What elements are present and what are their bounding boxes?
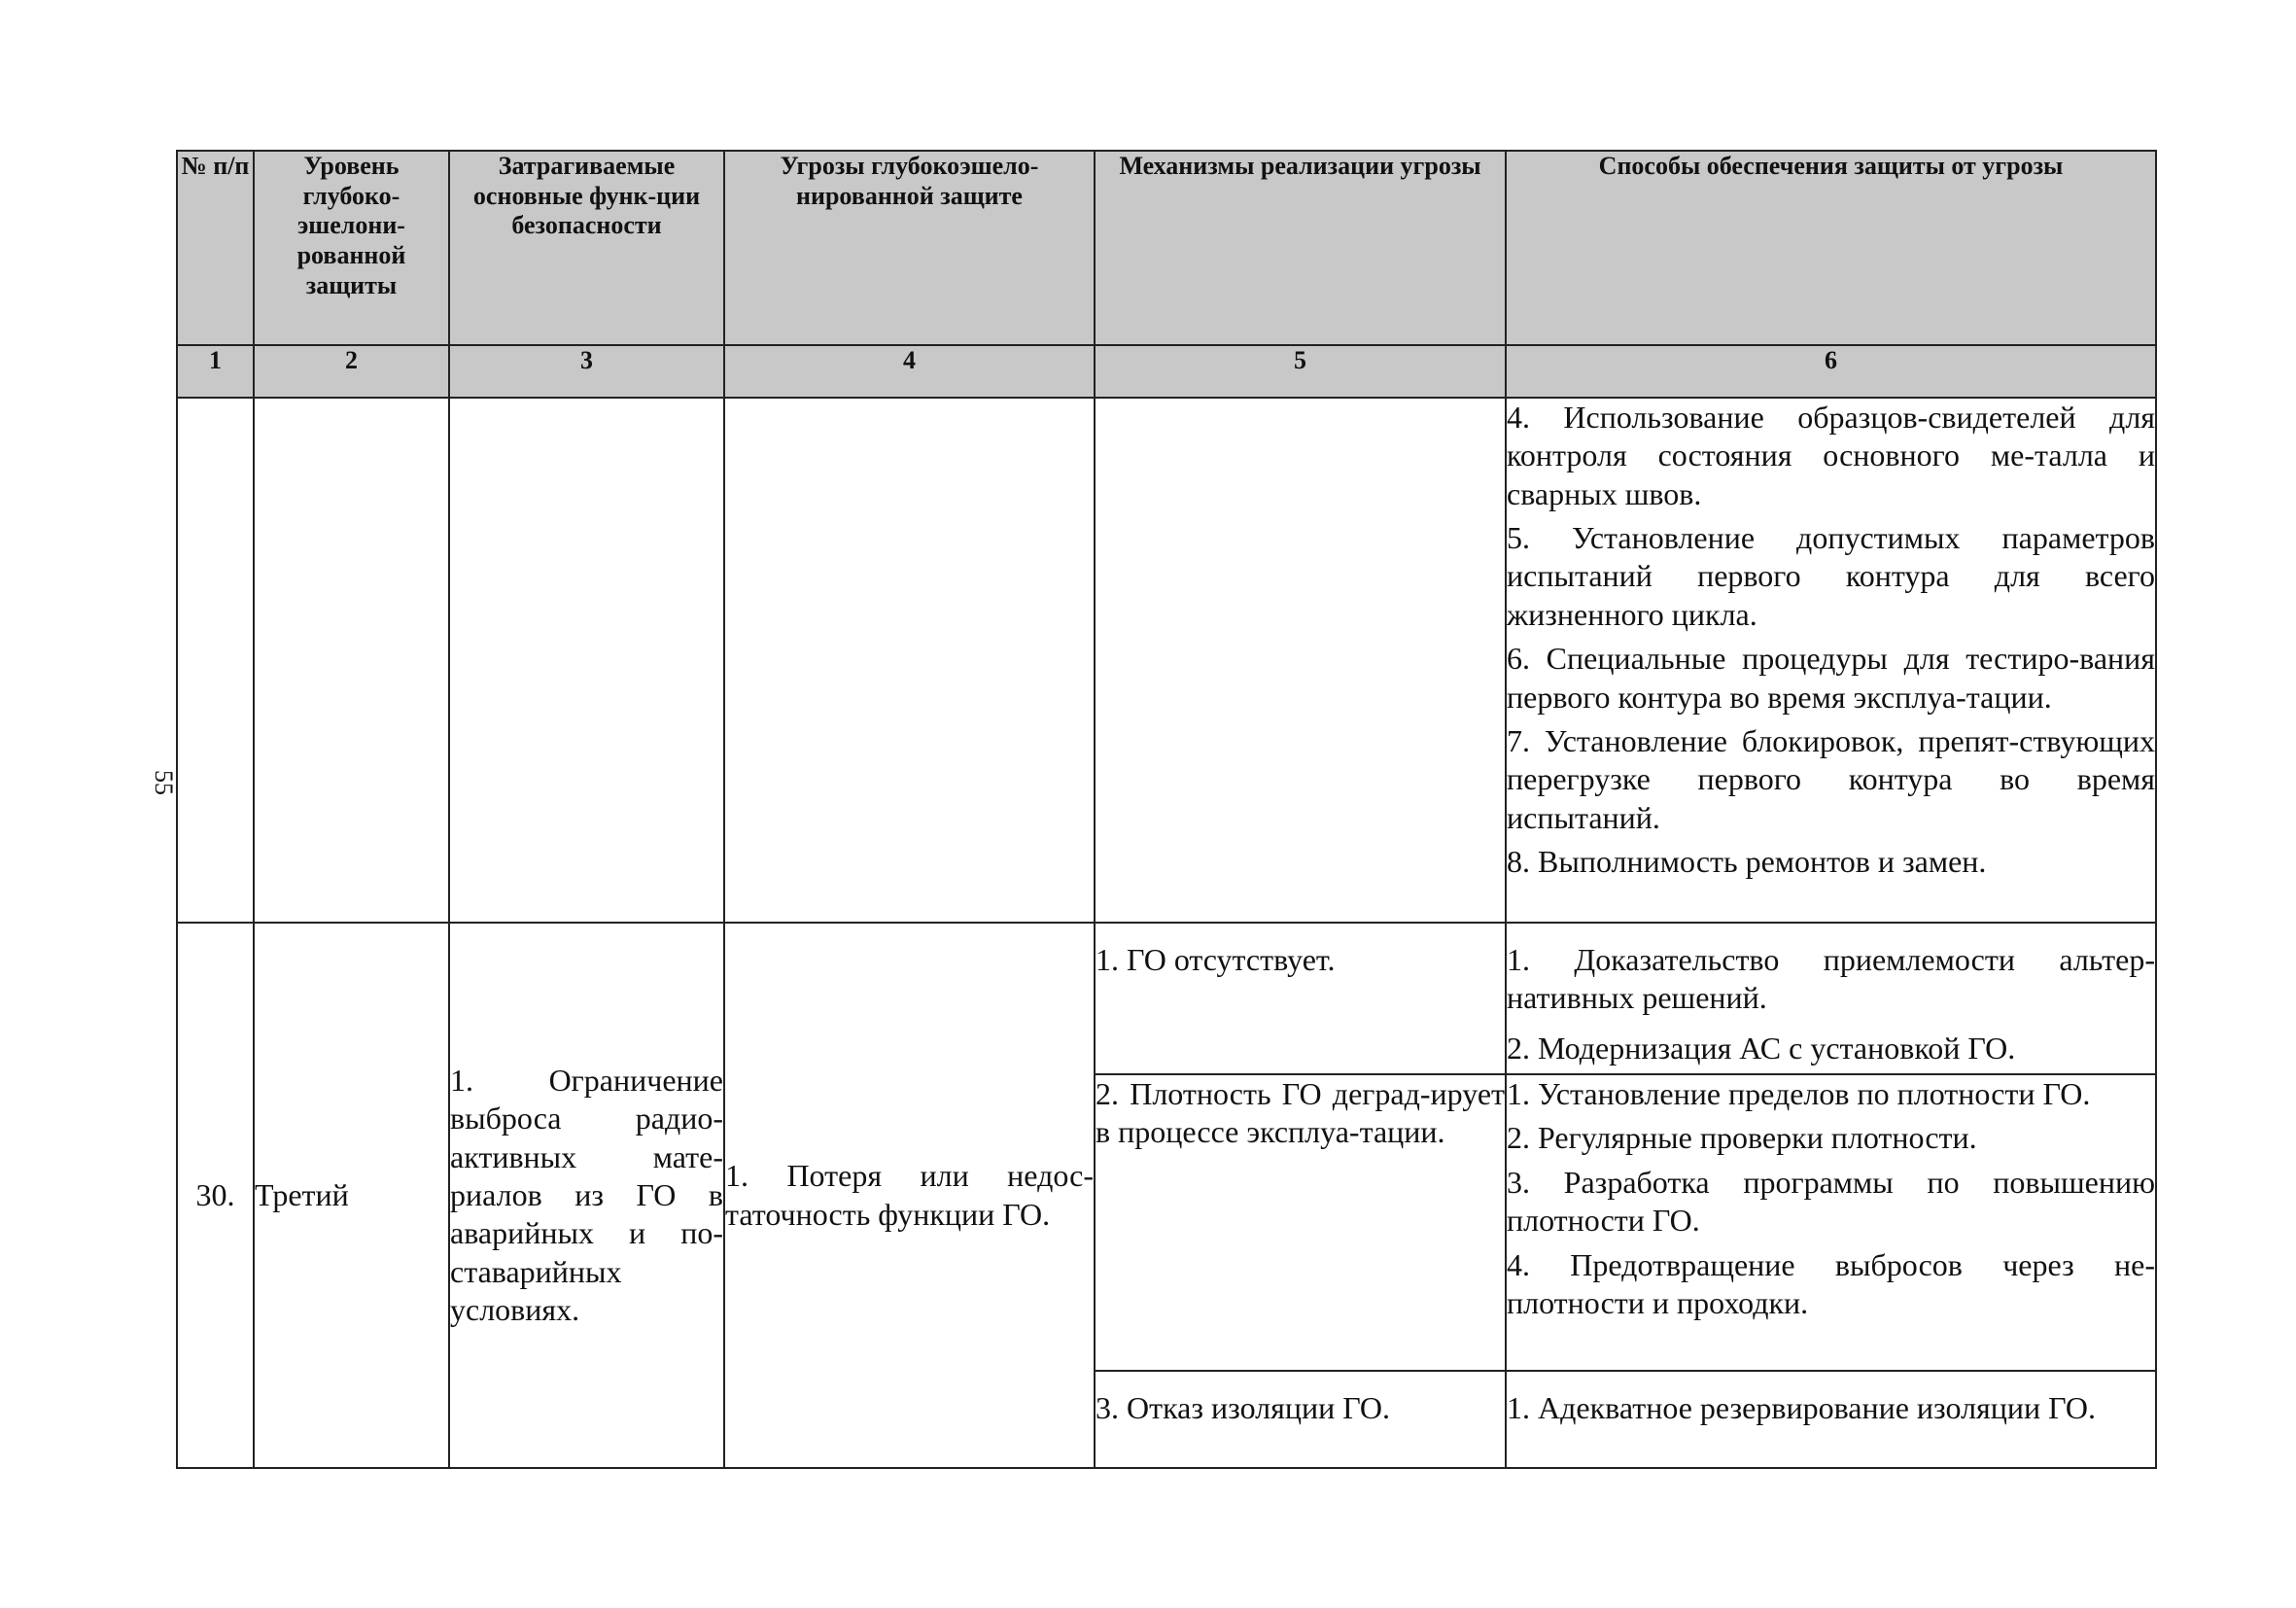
methods-cell [1506,1074,2156,1371]
column-number: 2 [254,345,449,398]
methods-cell [1506,1371,2156,1468]
defense-level: Третий [254,923,449,1468]
empty-cell [449,398,724,923]
method-item: 7. Установление блокировок, препят-ствующих перегрузке первого контура во время испытаний. [1507,722,2155,835]
column-number-row [177,345,2156,398]
header-number: № п/п [177,151,254,345]
empty-cell [177,398,254,923]
continuation-row [177,398,2156,923]
header-row [177,151,2156,345]
threat: 1. Потеря или недос-таточность функции ГО. [724,923,1095,1468]
row-30-part-1 [177,923,2156,1074]
method-item: 2. Модернизация АС с установкой ГО. [1507,1030,2016,1066]
mechanism: 3. Отказ изоляции ГО. [1095,1371,1506,1468]
header-safety-functions: Затрагиваемые основные функ-ции безопасности [449,151,724,345]
continuation-methods-cell [1506,398,2156,923]
empty-cell [1095,398,1506,923]
column-number: 5 [1095,345,1506,398]
column-number: 4 [724,345,1095,398]
header-threats: Угрозы глубокоэшело-нированной защите [724,151,1095,345]
column-number: 1 [177,345,254,398]
method-item: 1. Адекватное резервирование изоляции ГО. [1507,1390,2096,1426]
mechanism: 1. ГО отсутствует. [1095,923,1506,1074]
page-number: 55 [150,770,178,795]
safety-threats-table [176,150,2157,1469]
method-item: 6. Специальные процедуры для тестиро-вания первого контура во время эксплуа-тации. [1507,641,2155,715]
method-item: 1. Доказательство приемлемости альтер-нативных решений. [1507,942,2155,1016]
methods-cell [1506,923,2156,1074]
header-mechanisms: Механизмы реализации угрозы [1095,151,1506,345]
method-item: 4. Использование образцов-свидетелей для контроля состояния основного ме-талла и сварных швов. [1507,400,2155,511]
method-item: 3. Разработка программы по повышению плотности ГО. [1507,1164,2155,1239]
method-item: 2. Регулярные проверки плотности. [1507,1120,1977,1156]
column-number: 3 [449,345,724,398]
empty-cell [254,398,449,923]
method-item: 5. Установление допустимых параметров испытаний первого контура для всего жизненного цикла. [1507,520,2155,632]
empty-cell [724,398,1095,923]
method-item: 1. Установление пределов по плотности ГО. [1507,1076,2091,1112]
method-item: 4. Предотвращение выбросов через не-плотности и проходки. [1507,1246,2155,1320]
method-item: 8. Выполнимость ремонтов и замен. [1507,843,1987,879]
header-protection-methods: Способы обеспечения защиты от угрозы [1506,151,2156,345]
mechanism: 2. Плотность ГО деград-ирует в процессе эксплуа-тации. [1095,1074,1506,1371]
row-number: 30. [177,923,254,1468]
column-number: 6 [1506,345,2156,398]
safety-function: 1. Ограничение выброса радио-активных мате-риалов из ГО в аварийных и по-ставарийных условиях. [449,923,724,1468]
header-defense-level: Уровень глубоко-эшелони-рованной защиты [254,151,449,345]
